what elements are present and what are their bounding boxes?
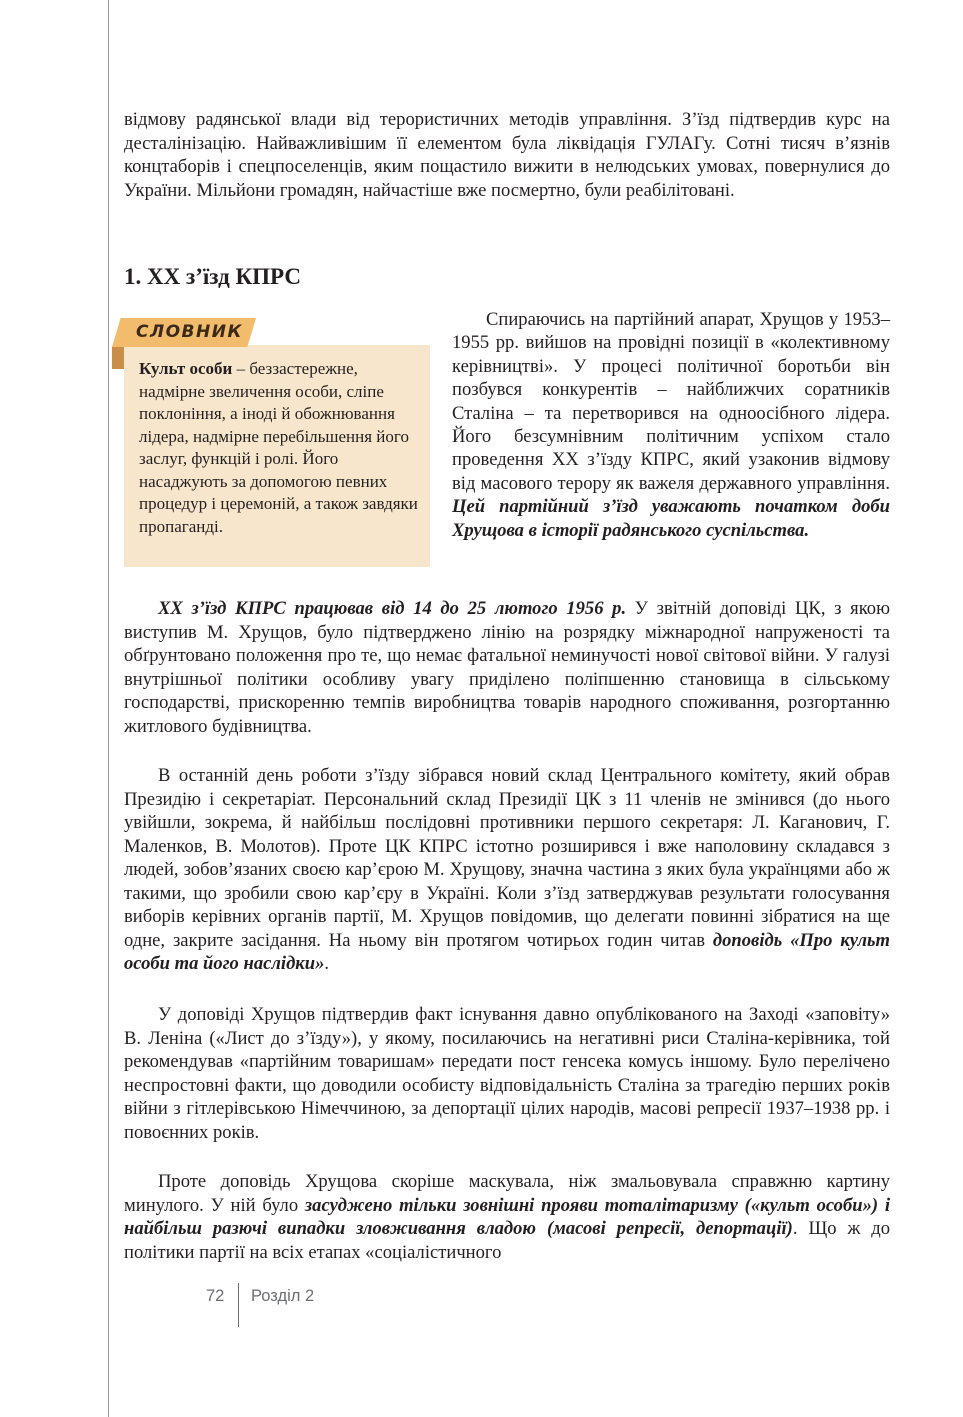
intro-text: відмову радянської влади від терористичних методів управління. З’їзд підтвердив курс на десталінізацію. Найважливішим її елементом була ліквідація ГУЛАГу. Сотні тисяч в’язнів концтаборів і спецпоселенців, яким пощастило вижити в нелюдських умовах, повернулися до України. Мільйони громадян, найчастіше вже посмертно, були реабілітовані.	[124, 109, 890, 201]
glossary-tab-label: СЛОВНИК	[136, 322, 243, 342]
p1-text: У звітній доповіді ЦК, з якою виступив М. Хрущов, було підтверджено лінію на розрядку міжнародної напруженості та обґрунтовано положення про те, що немає фатальної неминучості нової світової війни. У галузі внутрішньої політики особливу увагу приділено поліпшенню становища в сільському господарстві, прискоренню темпів виробництва товарів народного споживання, розгортанню житлового будівництва.	[124, 598, 890, 737]
glossary-entry	[139, 358, 419, 538]
column-emphasis: Цей партійний з’їзд уважають початком доби Хрущова в історії радянського суспільства.	[452, 496, 890, 541]
p2-tail: .	[324, 953, 330, 974]
intro-paragraph	[124, 108, 890, 202]
p1-emphasis: ХХ з’їзд КПРС працював від 14 до 25 лютого 1956 р.	[158, 598, 627, 619]
p4-emphasis: засуджено тільки зовнішні прояви тоталітаризму («культ особи») і найбільш разючі випадки зловживання владою (масові репресії, депортації)	[124, 1194, 891, 1239]
footer-divider	[238, 1283, 239, 1327]
paragraph-congress-dates	[124, 597, 890, 738]
paragraph-report-content	[124, 1003, 890, 1144]
p2-emphasis: доповідь «Про культ особи та його наслідки»	[124, 929, 891, 974]
page-number: 72	[206, 1287, 225, 1305]
column-paragraph	[452, 308, 890, 542]
page-margin-rule	[108, 0, 109, 1417]
section-label: Розділ 2	[251, 1287, 315, 1305]
glossary-term: Культ особи	[139, 359, 233, 378]
p2-text: В останній день роботи з’їзду зібрався новий склад Центрального комітету, який обрав Президію і секретаріат. Персональний склад Президії ЦК з 11 членів не змінився (до нього увійшли, зокрема, й найбільш послідовні противники першого секретаря: Л. Каганович, Г. Маленков, В. Молотов). Проте ЦК КПРС істотно розширився і вже наполовину складався з людей, зобов’язаних своєю кар’єрою М. Хрущову, значна частина з яких була українцями або ж такими, що зробили свою кар’єру в Україні. Коли з’їзд затверджував результати голосування виборів керівних органів партії, М. Хрущов повідомив, що делегати повинні зібратися на ще одне, закрите засідання. На ньому він протягом чотирьох годин читав	[124, 765, 890, 951]
p4-text: Проте доповідь Хрущова скоріше маскувала, ніж змальовувала справжню картину минулого. У ній було	[124, 1171, 890, 1216]
section-heading: 1. ХХ з’їзд КПРС	[124, 264, 301, 289]
glossary-definition: – беззастережне, надмірне звеличення особи, сліпе поклоніння, а іноді й обожнювання лідера, надмірне перебільшення його заслуг, функцій і ролі. Його насаджують за допомогою певних процедур і церемоній, а також завдяки пропаганді.	[139, 359, 418, 536]
p3-text: У доповіді Хрущов підтвердив факт існування давно опублікованого на Заході «заповіту» В. Леніна («Лист до з’їзду»), у якому, посилаючись на негативні риси Сталіна-керівника, той рекомендував «партійним товаришам» передати пост генсека комусь іншому. Було перелічено неспростовні факти, що доводили особисту відповідальність Сталіна за трагедію перших років війни з гітлерівською Німеччиною, за депортації цілих народів, масові репресії 1937–1938 рр. і повоєнних років.	[124, 1004, 890, 1143]
column-text: Спираючись на партійний апарат, Хрущов у 1953–1955 рр. вийшов на провідні позиції в «колективному керівництві». У процесі політичної боротьби він позбувся конкурентів – найближчих соратників Сталіна – та перетворився на одноосібного лідера. Його безсумнівним політичним успіхом стало проведення ХХ з’їзду КПРС, який узаконив відмову від масового терору як важеля державного управління.	[452, 309, 890, 494]
glossary-tab-fold	[112, 347, 124, 369]
paragraph-new-committee	[124, 764, 890, 976]
p4-tail: . Що ж до політики партії на всіх етапах «соціалістичного	[124, 1218, 890, 1263]
paragraph-report-limits	[124, 1170, 890, 1264]
